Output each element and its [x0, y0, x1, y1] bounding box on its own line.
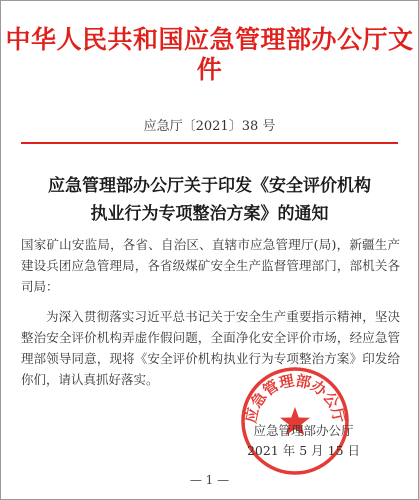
recipients: 国家矿山安监局，各省、自治区、直辖市应急管理厅(局)，新疆生产建设兵团应急管理局，各省级煤矿安全生产监督管理部门，部机关各司局：: [21, 237, 400, 294]
red-divider: [21, 142, 398, 144]
seal-text: 应急管理部办公厅: [241, 371, 349, 425]
notice-title-line-1: 应急管理部办公厅关于印发《安全评价机构: [48, 176, 371, 196]
page-number: — 1 —: [189, 473, 230, 487]
body-paragraph: 为深入贯彻落实习近平总书记关于安全生产重要指示精神，坚决整治安全评价机构弄虚作假问题，全面净化安全评价市场，经应急管理部领导同意，现将《安全评价机构执业行为专项整治方案》印发给你们，请认真抓好落实。: [21, 309, 400, 387]
notice-title-line-2: 执业行为专项整治方案》的通知: [90, 204, 329, 224]
document-header: 中华人民共和国应急管理部办公厅文件: [5, 25, 414, 84]
signature-block: [247, 421, 360, 461]
signature-org: 应急管理部办公厅: [253, 423, 354, 438]
signature-date: 2021 年 5 月 15 日: [246, 443, 360, 458]
notice-title: [13, 172, 406, 228]
document-number: 应急厅〔2021〕38 号: [143, 119, 276, 134]
